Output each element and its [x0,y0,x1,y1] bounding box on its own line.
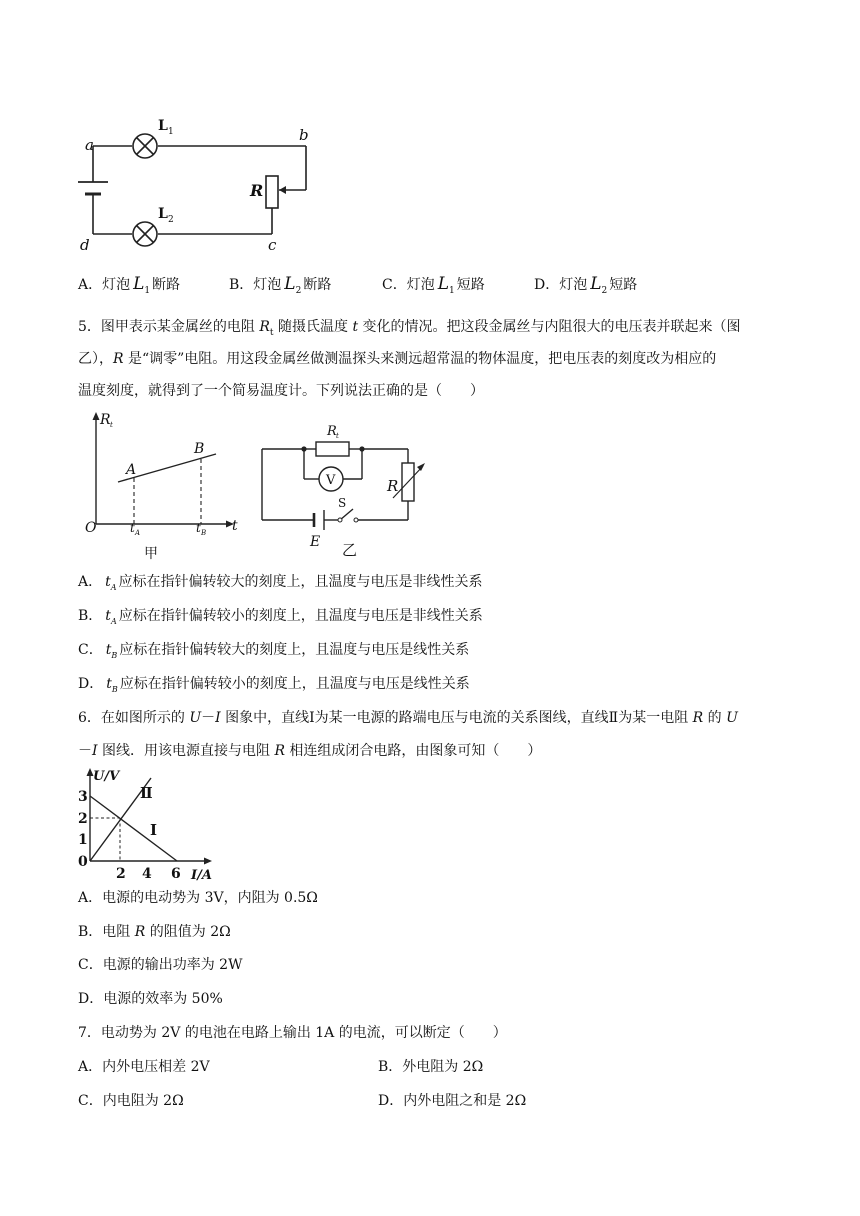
q7-option-b[interactable]: B．外电阻为 2Ω [378,1059,484,1075]
q5-option-a[interactable]: A． $t_A$ 应标在指针偏转较大的刻度上，且温度与电压是非线性关系 [78,574,483,592]
q6-stem-line1: 6．在如图所示的 U－I 图象中，直线Ⅰ为某一电源的路端电压与电流的关系图线，直线Ⅱ为某一电阻 R 的 U [78,710,738,726]
lamp1-label: L [158,118,168,134]
node-c-label: c [268,236,277,254]
q7-stem: 7．电动势为 2V 的电池在电路上输出 1A 的电流，可以断定（ ） [78,1025,507,1041]
resistor-label: R [250,181,264,200]
lamp1-sub: 1 [168,127,174,137]
rt-label: R [327,424,337,439]
jia-ylabel-sub: t [110,421,113,429]
node-a-label: a [85,136,94,154]
yi-caption: 乙 [342,541,358,559]
q6-option-c[interactable]: C．电源的输出功率为 2W [78,957,243,973]
q4-circuit-diagram [70,110,330,255]
lamp2-sub: 2 [168,215,174,225]
variable-resistor-arrow [417,463,425,471]
ui-ylabel: U/V [93,769,120,784]
line-i-label: Ⅰ [150,821,158,839]
jia-caption: 甲 [144,546,158,562]
point-a-label: A [126,462,137,478]
ytick-1: 1 [78,832,88,848]
xtick-2: 2 [116,866,126,882]
origin-label: O [85,520,97,536]
variable-resistor-label: R [387,477,399,495]
tick-ta-sub: A [135,529,141,537]
q5-stem-line2: 乙），R 是“调零”电阻。用这段金属丝做测温探头来测远超常温的物体温度，把电压表的刻度改为相应的 [78,351,717,367]
xtick-4: 4 [142,866,152,882]
emf-label: E [310,534,321,550]
q4-option-b[interactable]: B．灯泡 $L_2$ 断路 [229,274,332,296]
node-b-label: b [299,126,309,144]
q4-option-d[interactable]: D．灯泡 $L_2$ 短路 [534,274,638,296]
q5-option-d[interactable]: D． $t_B$ 应标在指针偏转较小的刻度上，且温度与电压是线性关系 [78,676,470,694]
q6-option-b[interactable]: B．电阻 R 的阻值为 2Ω [78,924,231,940]
rt-sub: t [336,432,339,440]
lamp2-label: L [158,206,168,222]
q5-stem-line3: 温度刻度，就得到了一个简易温度计。下列说法正确的是（ ） [78,383,484,399]
point-b-label: B [194,441,205,457]
q5-graph-jia [80,406,250,564]
q4-option-c[interactable]: C．灯泡 $L_1$ 短路 [382,274,485,296]
tick-tb-label: t [196,521,201,535]
node-d-label: d [80,236,90,254]
ui-xlabel: I/A [191,868,212,883]
jia-ylabel: R [100,412,111,428]
switch-label: S [338,496,347,510]
q5-circuit-yi [256,412,426,562]
q7-option-d[interactable]: D．内外电阻之和是 2Ω [378,1093,527,1109]
q6-stem-line2: －I 图线．用该电源直接与电阻 R 相连组成闭合电路，由图象可知（ ） [78,743,542,759]
rheostat-arrow [279,186,286,194]
line-ii-label: Ⅱ [140,784,153,802]
xtick-6: 6 [171,866,181,882]
q7-option-c[interactable]: C．内电阻为 2Ω [78,1093,184,1109]
jia-xlabel: t [232,518,238,534]
q7-option-a[interactable]: A．内外电压相差 2V [78,1059,210,1075]
tick-tb-sub: B [201,529,207,537]
q4-option-a[interactable]: A．灯泡 $L_1$ 断路 [78,274,181,296]
voltmeter-label: V [326,473,336,488]
q6-option-d[interactable]: D．电源的效率为 50% [78,991,223,1007]
q5-stem-line1: 5．图甲表示某金属丝的电阻 $R_t$ 随摄氏温度 t 变化的情况。把这段金属丝与内阻很大的电压表并联起来（图 [78,319,741,338]
q6-option-a[interactable]: A．电源的电动势为 3V，内阻为 0.5Ω [78,890,318,906]
ytick-2: 2 [78,811,88,827]
tick-ta-label: t [130,521,135,535]
q5-option-b[interactable]: B． $t_A$ 应标在指针偏转较小的刻度上，且温度与电压是非线性关系 [78,608,483,626]
q6-ui-graph [74,764,234,886]
ytick-0: 0 [78,854,88,870]
q5-option-c[interactable]: C． $t_B$ 应标在指针偏转较大的刻度上，且温度与电压是线性关系 [78,642,470,660]
ytick-3: 3 [78,789,88,805]
